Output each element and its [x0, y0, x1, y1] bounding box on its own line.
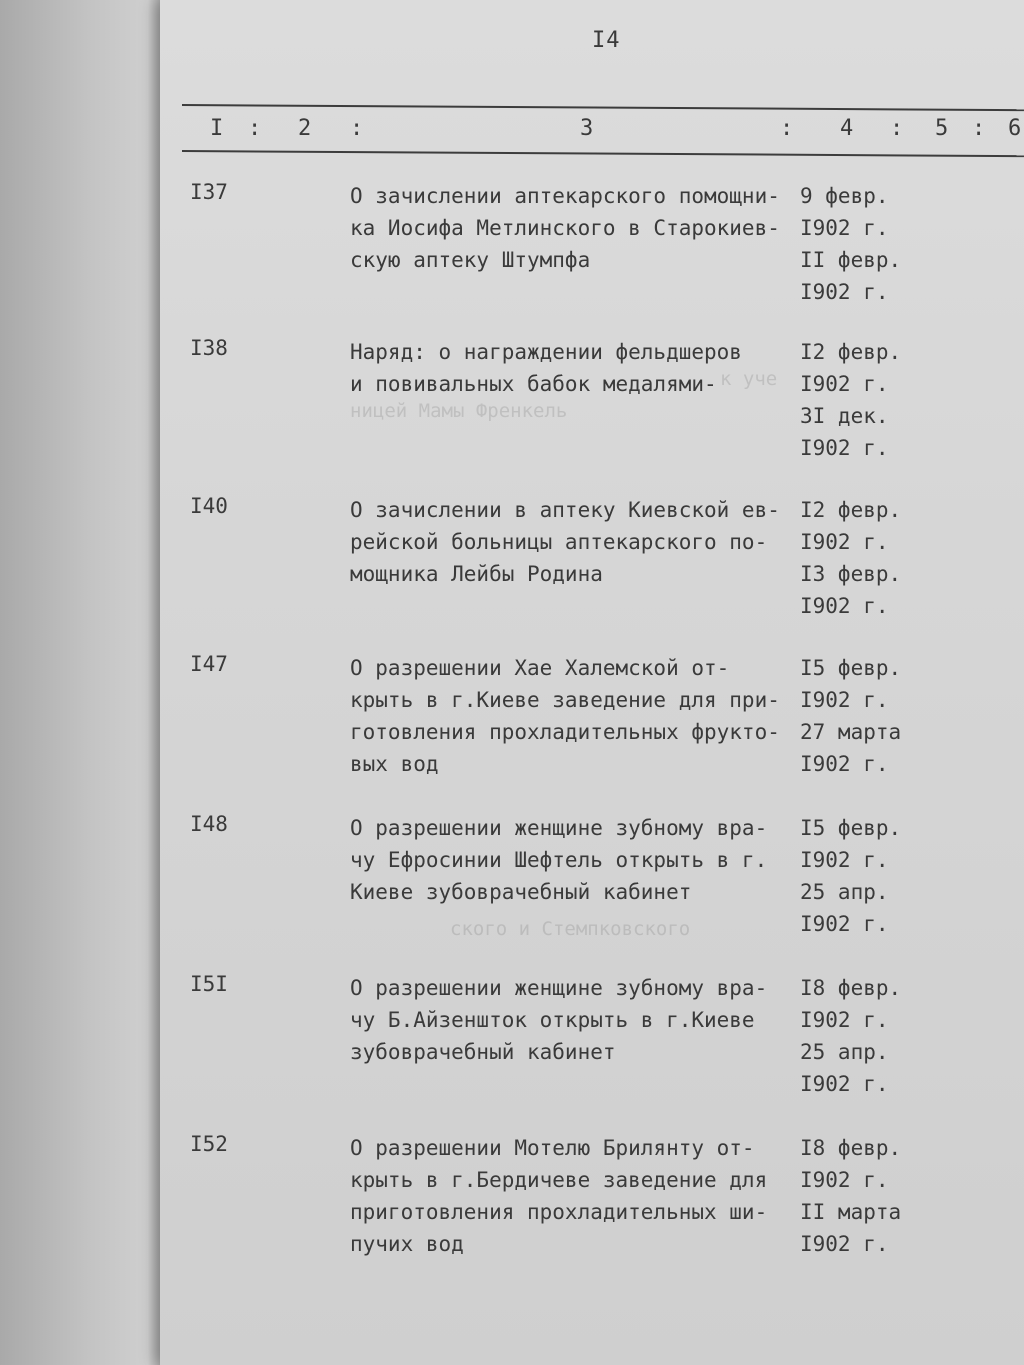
entry-title-line: О зачислении в аптеку Киевской ев-	[350, 498, 780, 522]
col-header-sep-5: :	[972, 116, 986, 141]
entry-title	[350, 494, 800, 590]
entry-dates	[800, 972, 901, 1100]
header-rule-bottom	[182, 150, 1024, 157]
entry-number: I40	[190, 494, 228, 518]
page-number: I4	[592, 28, 621, 53]
entry-number: I48	[190, 812, 228, 836]
entry-dates	[800, 494, 901, 622]
col-header-1: I	[210, 116, 224, 141]
entry-title-line: чу Ефросинии Шефтель открыть в г.	[350, 848, 768, 872]
entry-title-line: и повивальных бабок медалями-	[350, 372, 717, 396]
end-date: II марта	[800, 1200, 902, 1224]
end-date: II февр.	[800, 248, 902, 272]
entry-number: I5I	[190, 972, 228, 996]
entry-title-line: скую аптеку Штумпфа	[350, 248, 591, 272]
entry-title-line: пучих вод	[350, 1232, 464, 1256]
entry-number: I37	[190, 180, 228, 204]
entry-title-line: чу Б.Айзеншток открыть в г.Киеве	[350, 1008, 755, 1032]
start-date: I2 февр.	[800, 498, 902, 522]
previous-page-edge	[0, 0, 168, 1365]
end-date: 25 апр.	[800, 1040, 889, 1064]
entry-number: I38	[190, 336, 228, 360]
start-year: I902 г.	[800, 1168, 889, 1192]
entry-title	[350, 652, 800, 780]
entry-title-line: Киеве зубоврачебный кабинет	[350, 880, 692, 904]
entry-title	[350, 1132, 800, 1260]
col-header-sep-2: :	[350, 116, 364, 141]
end-date: 25 апр.	[800, 880, 889, 904]
end-year: I902 г.	[800, 752, 889, 776]
entry-title-line: О разрешении женщине зубному вра-	[350, 816, 768, 840]
entry-dates	[800, 180, 901, 308]
entry-title-line: готовления прохладительных фрукто-	[350, 720, 780, 744]
entry-title	[350, 336, 800, 400]
end-date: 3I дек.	[800, 404, 889, 428]
start-year: I902 г.	[800, 1008, 889, 1032]
end-year: I902 г.	[800, 436, 889, 460]
entry-title-line: Наряд: о награждении фельдшеров	[350, 340, 742, 364]
entry-title-line: мощника Лейбы Родина	[350, 562, 603, 586]
col-header-3: 3	[580, 116, 594, 141]
start-year: I902 г.	[800, 216, 889, 240]
col-header-5: 5	[935, 116, 949, 141]
start-year: I902 г.	[800, 372, 889, 396]
entry-title-line: О разрешении Мотелю Брилянту от-	[350, 1136, 755, 1160]
entry-title-line: крыть в г.Киеве заведение для при-	[350, 688, 780, 712]
col-header-sep-1: :	[248, 116, 262, 141]
entry-title-line: рейской больницы аптекарского по-	[350, 530, 768, 554]
start-year: I902 г.	[800, 530, 889, 554]
start-year: I902 г.	[800, 848, 889, 872]
col-header-sep-4: :	[890, 116, 904, 141]
bleed-through-text: к уче	[720, 368, 778, 390]
start-year: I902 г.	[800, 688, 889, 712]
end-year: I902 г.	[800, 594, 889, 618]
entry-dates	[800, 812, 901, 940]
entry-title	[350, 972, 800, 1068]
start-date: I8 февр.	[800, 976, 902, 1000]
col-header-2: 2	[298, 116, 312, 141]
entry-title-line: О зачислении аптекарского помощни-	[350, 184, 780, 208]
end-date: 27 марта	[800, 720, 902, 744]
end-year: I902 г.	[800, 280, 889, 304]
entry-title-line: О разрешении Хае Халемской от-	[350, 656, 730, 680]
entry-dates	[800, 336, 901, 464]
entry-title-line: зубоврачебный кабинет	[350, 1040, 616, 1064]
end-year: I902 г.	[800, 1072, 889, 1096]
start-date: I5 февр.	[800, 656, 902, 680]
col-header-6: 6	[1008, 116, 1022, 141]
start-date: I5 февр.	[800, 816, 902, 840]
end-year: I902 г.	[800, 1232, 889, 1256]
entry-title	[350, 812, 800, 908]
start-date: I8 февр.	[800, 1136, 902, 1160]
col-header-sep-3: :	[780, 116, 794, 141]
entry-title-line: вых вод	[350, 752, 439, 776]
entry-dates	[800, 1132, 901, 1260]
end-date: I3 февр.	[800, 562, 902, 586]
document-page	[160, 0, 1024, 1365]
entry-number: I52	[190, 1132, 228, 1156]
entry-title	[350, 180, 800, 276]
start-date: 9 февр.	[800, 184, 889, 208]
col-header-4: 4	[840, 116, 854, 141]
entry-dates	[800, 652, 901, 780]
entry-title-line: О разрешении женщине зубному вра-	[350, 976, 768, 1000]
bleed-through-text: ского и Стемпковского	[450, 918, 691, 940]
entry-title-line: ка Иосифа Метлинского в Старокиев-	[350, 216, 780, 240]
start-date: I2 февр.	[800, 340, 902, 364]
entry-title-line: крыть в г.Бердичеве заведение для	[350, 1168, 768, 1192]
bleed-through-text: ницей Мамы Френкель	[350, 400, 568, 422]
entry-title-line: приготовления прохладительных ши-	[350, 1200, 768, 1224]
header-rule-top	[182, 104, 1024, 111]
end-year: I902 г.	[800, 912, 889, 936]
entry-number: I47	[190, 652, 228, 676]
